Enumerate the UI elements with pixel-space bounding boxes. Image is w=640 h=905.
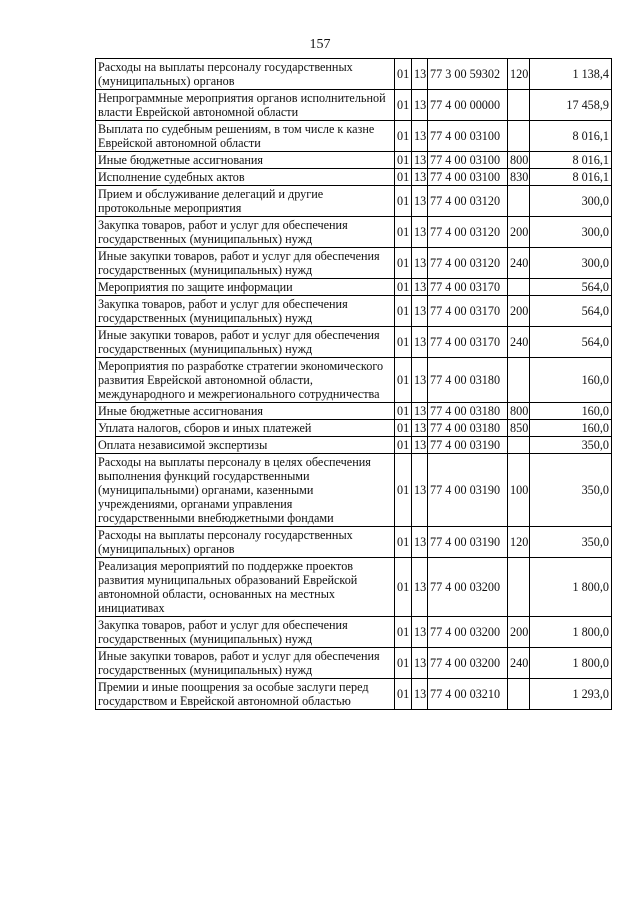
subsection-code: 13 bbox=[412, 437, 428, 454]
table-row bbox=[96, 403, 612, 420]
section-code: 01 bbox=[395, 648, 412, 679]
table-row bbox=[96, 327, 612, 358]
amount-value: 8 016,1 bbox=[530, 121, 612, 152]
table-row bbox=[96, 217, 612, 248]
expense-type-code: 200 bbox=[508, 296, 530, 327]
expense-type-code: 830 bbox=[508, 169, 530, 186]
amount-value: 1 138,4 bbox=[530, 59, 612, 90]
page-number: 157 bbox=[309, 37, 331, 52]
expenditure-name: Мероприятия по защите информации bbox=[96, 279, 395, 296]
subsection-code: 13 bbox=[412, 248, 428, 279]
expense-type-code bbox=[508, 279, 530, 296]
expense-type-code: 120 bbox=[508, 527, 530, 558]
amount-value: 300,0 bbox=[530, 248, 612, 279]
expense-type-code bbox=[508, 558, 530, 617]
target-article-code: 77 4 00 03190 bbox=[428, 437, 508, 454]
expenditure-name: Иные бюджетные ассигнования bbox=[96, 403, 395, 420]
expenditure-name: Расходы на выплаты персоналу государственных (муниципальных) органов bbox=[96, 527, 395, 558]
expenditure-name: Исполнение судебных актов bbox=[96, 169, 395, 186]
amount-value: 564,0 bbox=[530, 296, 612, 327]
section-code: 01 bbox=[395, 527, 412, 558]
section-code: 01 bbox=[395, 59, 412, 90]
subsection-code: 13 bbox=[412, 152, 428, 169]
table-row bbox=[96, 59, 612, 90]
target-article-code: 77 4 00 03210 bbox=[428, 679, 508, 710]
expense-type-code: 100 bbox=[508, 454, 530, 527]
amount-value: 160,0 bbox=[530, 358, 612, 403]
table-row bbox=[96, 437, 612, 454]
target-article-code: 77 4 00 03200 bbox=[428, 648, 508, 679]
amount-value: 1 293,0 bbox=[530, 679, 612, 710]
subsection-code: 13 bbox=[412, 59, 428, 90]
table-row bbox=[96, 679, 612, 710]
expense-type-code bbox=[508, 90, 530, 121]
section-code: 01 bbox=[395, 217, 412, 248]
section-code: 01 bbox=[395, 169, 412, 186]
budget-table-body bbox=[96, 59, 612, 710]
expenditure-name: Закупка товаров, работ и услуг для обеспечения государственных (муниципальных) нужд bbox=[96, 617, 395, 648]
subsection-code: 13 bbox=[412, 358, 428, 403]
expense-type-code: 800 bbox=[508, 152, 530, 169]
section-code: 01 bbox=[395, 90, 412, 121]
expenditure-name: Уплата налогов, сборов и иных платежей bbox=[96, 420, 395, 437]
expense-type-code bbox=[508, 121, 530, 152]
target-article-code: 77 4 00 03170 bbox=[428, 279, 508, 296]
subsection-code: 13 bbox=[412, 617, 428, 648]
target-article-code: 77 4 00 03120 bbox=[428, 186, 508, 217]
table-row bbox=[96, 152, 612, 169]
amount-value: 160,0 bbox=[530, 420, 612, 437]
section-code: 01 bbox=[395, 327, 412, 358]
section-code: 01 bbox=[395, 558, 412, 617]
subsection-code: 13 bbox=[412, 648, 428, 679]
expense-type-code: 240 bbox=[508, 648, 530, 679]
budget-table bbox=[95, 58, 612, 710]
subsection-code: 13 bbox=[412, 403, 428, 420]
amount-value: 8 016,1 bbox=[530, 169, 612, 186]
target-article-code: 77 4 00 03170 bbox=[428, 296, 508, 327]
amount-value: 8 016,1 bbox=[530, 152, 612, 169]
subsection-code: 13 bbox=[412, 121, 428, 152]
subsection-code: 13 bbox=[412, 527, 428, 558]
target-article-code: 77 4 00 03180 bbox=[428, 420, 508, 437]
section-code: 01 bbox=[395, 358, 412, 403]
amount-value: 300,0 bbox=[530, 186, 612, 217]
target-article-code: 77 4 00 03100 bbox=[428, 152, 508, 169]
target-article-code: 77 4 00 03200 bbox=[428, 617, 508, 648]
amount-value: 1 800,0 bbox=[530, 617, 612, 648]
table-row bbox=[96, 527, 612, 558]
expense-type-code bbox=[508, 358, 530, 403]
table-row bbox=[96, 420, 612, 437]
expenditure-name: Мероприятия по разработке стратегии экономического развития Еврейской автономной области, международного и межрегионального сотрудничества bbox=[96, 358, 395, 403]
subsection-code: 13 bbox=[412, 90, 428, 121]
expense-type-code bbox=[508, 679, 530, 710]
expenditure-name: Иные бюджетные ассигнования bbox=[96, 152, 395, 169]
table-row bbox=[96, 186, 612, 217]
expense-type-code: 240 bbox=[508, 327, 530, 358]
subsection-code: 13 bbox=[412, 279, 428, 296]
target-article-code: 77 4 00 03180 bbox=[428, 358, 508, 403]
target-article-code: 77 4 00 03120 bbox=[428, 217, 508, 248]
subsection-code: 13 bbox=[412, 186, 428, 217]
section-code: 01 bbox=[395, 403, 412, 420]
expenditure-name: Расходы на выплаты персоналу государственных (муниципальных) органов bbox=[96, 59, 395, 90]
subsection-code: 13 bbox=[412, 558, 428, 617]
subsection-code: 13 bbox=[412, 296, 428, 327]
target-article-code: 77 4 00 03190 bbox=[428, 454, 508, 527]
expense-type-code: 120 bbox=[508, 59, 530, 90]
expenditure-name: Оплата независимой экспертизы bbox=[96, 437, 395, 454]
table-row bbox=[96, 169, 612, 186]
expenditure-name: Прием и обслуживание делегаций и другие протокольные мероприятия bbox=[96, 186, 395, 217]
amount-value: 350,0 bbox=[530, 454, 612, 527]
expense-type-code: 200 bbox=[508, 617, 530, 648]
expenditure-name: Иные закупки товаров, работ и услуг для обеспечения государственных (муниципальных) нужд bbox=[96, 248, 395, 279]
expense-type-code: 200 bbox=[508, 217, 530, 248]
target-article-code: 77 4 00 03180 bbox=[428, 403, 508, 420]
expenditure-name: Реализация мероприятий по поддержке проектов развития муниципальных образований Еврейской автономной области, основанных на местных инициативах bbox=[96, 558, 395, 617]
subsection-code: 13 bbox=[412, 679, 428, 710]
section-code: 01 bbox=[395, 679, 412, 710]
table-row bbox=[96, 648, 612, 679]
table-row bbox=[96, 558, 612, 617]
table-row bbox=[96, 90, 612, 121]
amount-value: 564,0 bbox=[530, 279, 612, 296]
section-code: 01 bbox=[395, 437, 412, 454]
expense-type-code bbox=[508, 186, 530, 217]
expenditure-name: Закупка товаров, работ и услуг для обеспечения государственных (муниципальных) нужд bbox=[96, 296, 395, 327]
amount-value: 1 800,0 bbox=[530, 648, 612, 679]
target-article-code: 77 4 00 03100 bbox=[428, 121, 508, 152]
section-code: 01 bbox=[395, 121, 412, 152]
subsection-code: 13 bbox=[412, 420, 428, 437]
table-row bbox=[96, 296, 612, 327]
expenditure-name: Иные закупки товаров, работ и услуг для обеспечения государственных (муниципальных) нужд bbox=[96, 648, 395, 679]
table-row bbox=[96, 279, 612, 296]
table-row bbox=[96, 121, 612, 152]
section-code: 01 bbox=[395, 296, 412, 327]
section-code: 01 bbox=[395, 279, 412, 296]
expenditure-name: Выплата по судебным решениям, в том числе к казне Еврейской автономной области bbox=[96, 121, 395, 152]
expense-type-code: 800 bbox=[508, 403, 530, 420]
target-article-code: 77 4 00 00000 bbox=[428, 90, 508, 121]
amount-value: 1 800,0 bbox=[530, 558, 612, 617]
amount-value: 350,0 bbox=[530, 437, 612, 454]
section-code: 01 bbox=[395, 248, 412, 279]
amount-value: 350,0 bbox=[530, 527, 612, 558]
target-article-code: 77 3 00 59302 bbox=[428, 59, 508, 90]
target-article-code: 77 4 00 03100 bbox=[428, 169, 508, 186]
subsection-code: 13 bbox=[412, 169, 428, 186]
expense-type-code bbox=[508, 437, 530, 454]
amount-value: 564,0 bbox=[530, 327, 612, 358]
amount-value: 17 458,9 bbox=[530, 90, 612, 121]
table-row bbox=[96, 454, 612, 527]
target-article-code: 77 4 00 03200 bbox=[428, 558, 508, 617]
subsection-code: 13 bbox=[412, 217, 428, 248]
expenditure-name: Иные закупки товаров, работ и услуг для обеспечения государственных (муниципальных) нужд bbox=[96, 327, 395, 358]
section-code: 01 bbox=[395, 152, 412, 169]
target-article-code: 77 4 00 03190 bbox=[428, 527, 508, 558]
expenditure-name: Закупка товаров, работ и услуг для обеспечения государственных (муниципальных) нужд bbox=[96, 217, 395, 248]
table-row bbox=[96, 248, 612, 279]
subsection-code: 13 bbox=[412, 454, 428, 527]
expenditure-name: Премии и иные поощрения за особые заслуги перед государством и Еврейской автономной областью bbox=[96, 679, 395, 710]
amount-value: 300,0 bbox=[530, 217, 612, 248]
expenditure-name: Расходы на выплаты персоналу в целях обеспечения выполнения функций государственными (муниципальными) органами, казенными учреждениями, органами управления государственными внебюджетными фондами bbox=[96, 454, 395, 527]
table-row bbox=[96, 617, 612, 648]
expenditure-name: Непрограммные мероприятия органов исполнительной власти Еврейской автономной области bbox=[96, 90, 395, 121]
target-article-code: 77 4 00 03120 bbox=[428, 248, 508, 279]
section-code: 01 bbox=[395, 186, 412, 217]
target-article-code: 77 4 00 03170 bbox=[428, 327, 508, 358]
section-code: 01 bbox=[395, 420, 412, 437]
subsection-code: 13 bbox=[412, 327, 428, 358]
section-code: 01 bbox=[395, 617, 412, 648]
amount-value: 160,0 bbox=[530, 403, 612, 420]
section-code: 01 bbox=[395, 454, 412, 527]
table-row bbox=[96, 358, 612, 403]
expense-type-code: 240 bbox=[508, 248, 530, 279]
expense-type-code: 850 bbox=[508, 420, 530, 437]
